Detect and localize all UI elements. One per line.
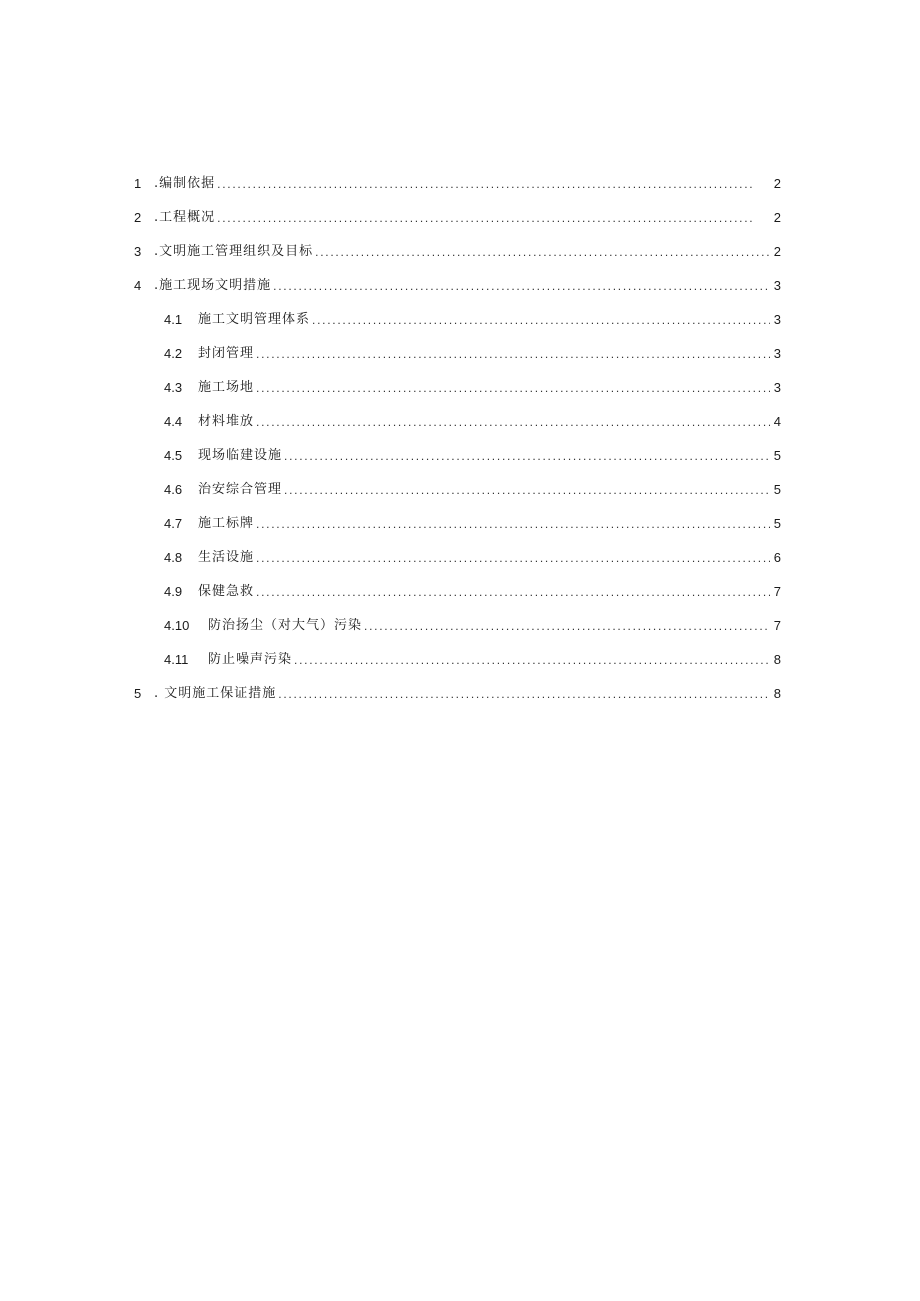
toc-page-number: 5 bbox=[773, 482, 781, 497]
toc-entry-4-9[interactable] bbox=[164, 581, 781, 603]
toc-entry-4-3[interactable] bbox=[164, 377, 781, 399]
toc-dot-leader bbox=[256, 343, 770, 365]
toc-entry-number: 4.11 bbox=[164, 652, 189, 667]
toc-entry-title: .文明施工管理组织及目标 bbox=[154, 244, 314, 259]
toc-entry-4-7[interactable] bbox=[164, 513, 781, 535]
toc-entry-number: 1 bbox=[134, 176, 142, 191]
toc-entry-title: 施工文明管理体系 bbox=[198, 312, 311, 327]
toc-dot-leader bbox=[217, 207, 770, 229]
toc-entry-4-4[interactable] bbox=[164, 411, 781, 433]
toc-entry-title: .编制依据 bbox=[154, 176, 216, 191]
toc-dot-leader bbox=[278, 683, 770, 705]
toc-page-number: 2 bbox=[773, 210, 781, 225]
toc-dot-leader bbox=[284, 479, 770, 501]
toc-entry-title: 现场临建设施 bbox=[198, 448, 283, 463]
toc-entry-number: 4.2 bbox=[164, 346, 183, 361]
toc-entry-4-6[interactable] bbox=[164, 479, 781, 501]
toc-entry-4[interactable] bbox=[134, 275, 781, 297]
toc-entry-title: 封闭管理 bbox=[198, 346, 255, 361]
toc-entry-5[interactable] bbox=[134, 683, 781, 705]
toc-entry-title: 治安综合管理 bbox=[198, 482, 283, 497]
toc-page-number: 6 bbox=[773, 550, 781, 565]
toc-entry-number: 4.9 bbox=[164, 584, 183, 599]
toc-entry-4-5[interactable] bbox=[164, 445, 781, 467]
toc-entry-number: 4.8 bbox=[164, 550, 183, 565]
toc-entry-4-2[interactable] bbox=[164, 343, 781, 365]
toc-entry-4-1[interactable] bbox=[164, 309, 781, 331]
toc-entry-title: 防治扬尘（对大气）污染 bbox=[208, 618, 363, 633]
toc-dot-leader bbox=[256, 581, 770, 603]
toc-dot-leader bbox=[217, 173, 770, 195]
toc-page-number: 7 bbox=[773, 584, 781, 599]
toc-dot-leader bbox=[294, 649, 770, 671]
toc-entry-number: 4.3 bbox=[164, 380, 183, 395]
toc-entry-1[interactable] bbox=[134, 173, 781, 195]
toc-dot-leader bbox=[364, 615, 770, 637]
toc-page-number: 5 bbox=[773, 516, 781, 531]
toc-entry-title: 生活设施 bbox=[198, 550, 255, 565]
toc-entry-2[interactable] bbox=[134, 207, 781, 229]
toc-entry-number: 5 bbox=[134, 686, 142, 701]
toc-page-number: 2 bbox=[773, 176, 781, 191]
toc-entry-4-11[interactable] bbox=[164, 649, 781, 671]
toc-entry-title: 材料堆放 bbox=[198, 414, 255, 429]
toc-dot-leader bbox=[315, 241, 770, 263]
toc-entry-4-8[interactable] bbox=[164, 547, 781, 569]
toc-entry-title: .施工现场文明措施 bbox=[154, 278, 272, 293]
toc-page-number: 8 bbox=[773, 686, 781, 701]
toc-entry-number: 4.1 bbox=[164, 312, 183, 327]
toc-page-number: 7 bbox=[773, 618, 781, 633]
toc-page-number: 5 bbox=[773, 448, 781, 463]
toc-entry-title: 施工场地 bbox=[198, 380, 255, 395]
toc-dot-leader bbox=[256, 547, 770, 569]
toc-entry-number: 4.7 bbox=[164, 516, 183, 531]
toc-entry-number: 4 bbox=[134, 278, 142, 293]
toc-dot-leader bbox=[256, 377, 770, 399]
toc-entry-3[interactable] bbox=[134, 241, 781, 263]
toc-entry-number: 4.10 bbox=[164, 618, 190, 633]
toc-entry-number: 3 bbox=[134, 244, 142, 259]
toc-page-number: 3 bbox=[773, 380, 781, 395]
toc-entry-number: 4.5 bbox=[164, 448, 183, 463]
toc-page-number: 4 bbox=[773, 414, 781, 429]
toc-entry-number: 4.6 bbox=[164, 482, 183, 497]
toc-page-number: 2 bbox=[773, 244, 781, 259]
toc-entry-4-10[interactable] bbox=[164, 615, 781, 637]
toc-page-number: 3 bbox=[773, 278, 781, 293]
toc-dot-leader bbox=[312, 309, 770, 331]
toc-entry-title: .工程概况 bbox=[154, 210, 216, 225]
toc-entry-title: 防止噪声污染 bbox=[208, 652, 293, 667]
toc-dot-leader bbox=[284, 445, 770, 467]
toc-page-number: 3 bbox=[773, 312, 781, 327]
toc-page-number: 8 bbox=[773, 652, 781, 667]
toc-entry-title: 保健急救 bbox=[198, 584, 255, 599]
toc-dot-leader bbox=[256, 411, 770, 433]
toc-entry-title: 施工标牌 bbox=[198, 516, 255, 531]
toc-entry-number: 2 bbox=[134, 210, 142, 225]
toc-dot-leader bbox=[273, 275, 770, 297]
toc-page-number: 3 bbox=[773, 346, 781, 361]
toc-dot-leader bbox=[256, 513, 770, 535]
toc-entry-number: 4.4 bbox=[164, 414, 183, 429]
toc-entry-title: . 文明施工保证措施 bbox=[154, 686, 277, 701]
